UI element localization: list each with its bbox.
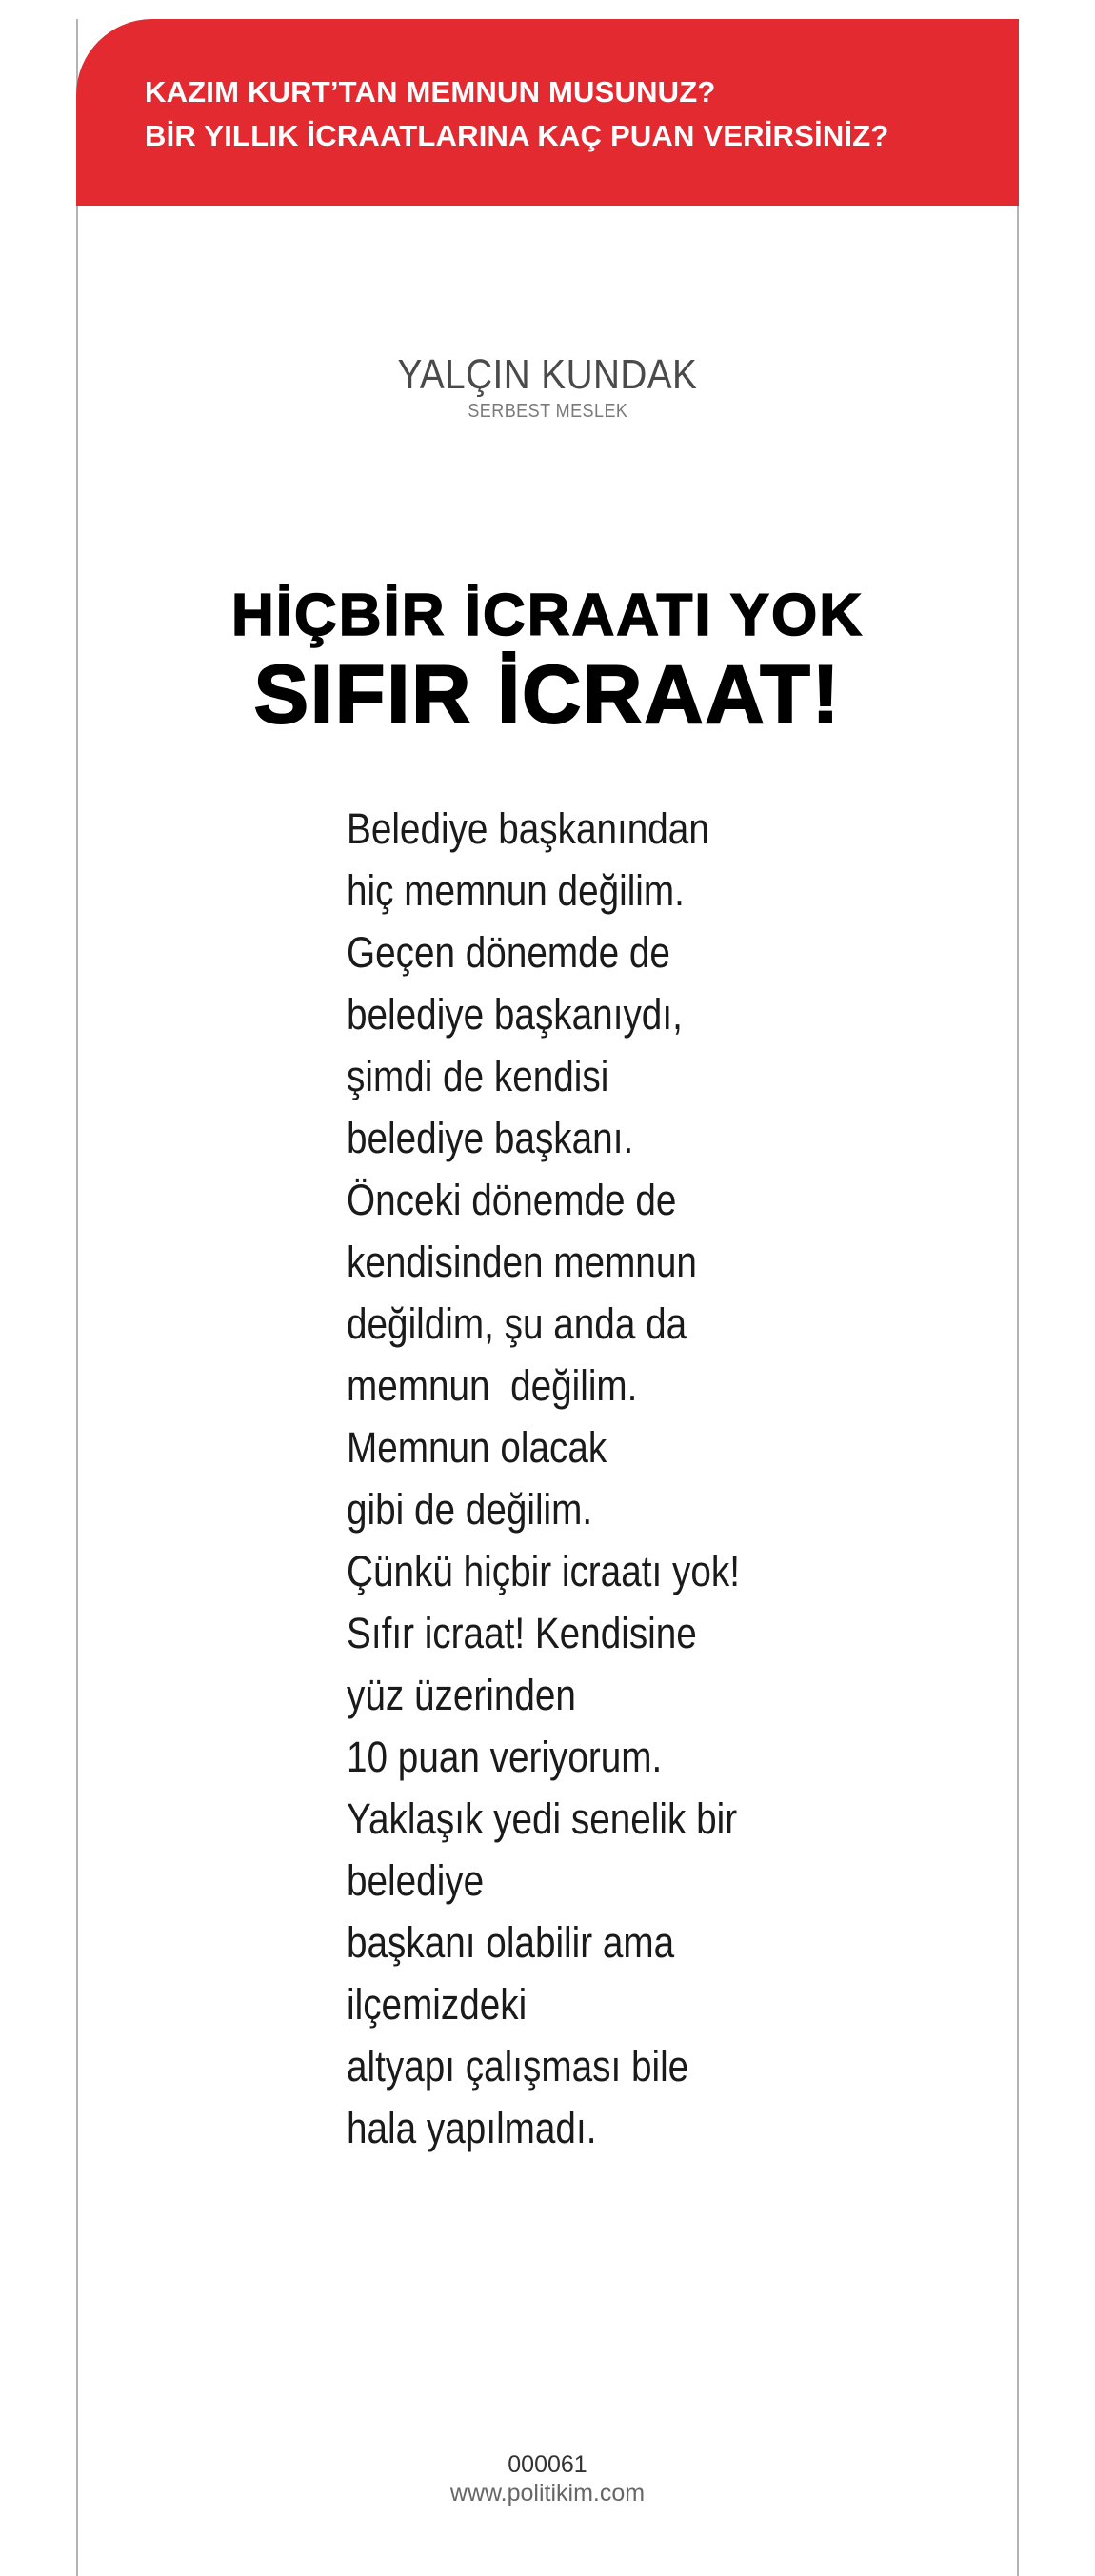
question-line-2: BİR YILLIK İCRAATLARINA KAÇ PUAN VERİRSİNİZ? <box>145 119 889 152</box>
headline <box>76 583 1019 741</box>
quote-line: belediye başkanı. <box>347 1114 634 1162</box>
quote-line: gibi de değilim. <box>347 1485 593 1534</box>
author-block <box>76 350 1019 423</box>
quote-line: kendisinden memnun <box>347 1238 697 1286</box>
quote-body <box>347 798 880 2159</box>
author-occupation: SERBEST MESLEK <box>467 401 628 422</box>
quote-line: Memnun olacak <box>347 1423 607 1472</box>
quote-line: Sıfır icraat! Kendisine <box>347 1609 697 1657</box>
quote-line: altyapı çalışması bile <box>347 2042 689 2091</box>
headline-line-1: HİÇBİR İCRAATI YOK <box>230 583 865 648</box>
site-url: www.politikim.com <box>449 2480 646 2507</box>
question-banner <box>76 19 1019 206</box>
quote-line: Yaklaşık yedi senelik bir <box>347 1794 738 1843</box>
footer <box>76 2450 1019 2507</box>
quote-line: 10 puan veriyorum. <box>347 1733 663 1781</box>
quote-line: başkanı olabilir ama <box>347 1918 675 1967</box>
item-code: 000061 <box>508 2451 587 2478</box>
author-name: YALÇIN KUNDAK <box>397 351 698 398</box>
quote-line: ilçemizdeki <box>347 1980 528 2029</box>
quote-line: hala yapılmadı. <box>347 2104 597 2152</box>
quote-line: memnun değilim. <box>347 1361 638 1410</box>
headline-line-2: SIFIR İCRAAT! <box>253 649 842 741</box>
quote-line: şimdi de kendisi <box>347 1052 609 1100</box>
quote-line: değildim, şu anda da <box>347 1299 687 1348</box>
question-line-1: KAZIM KURT’TAN MEMNUN MUSUNUZ? <box>145 75 716 109</box>
quote-line: Çünkü hiçbir icraatı yok! <box>347 1547 740 1595</box>
quote-line: yüz üzerinden <box>347 1671 576 1719</box>
quote-line: belediye <box>347 1856 485 1905</box>
quote-line: Önceki dönemde de <box>347 1176 677 1224</box>
quote-line: belediye başkanıydı, <box>347 990 683 1039</box>
quote-line: hiç memnun değilim. <box>347 866 685 915</box>
quote-line: Belediye başkanından <box>347 804 709 853</box>
quote-line: Geçen dönemde de <box>347 928 670 977</box>
